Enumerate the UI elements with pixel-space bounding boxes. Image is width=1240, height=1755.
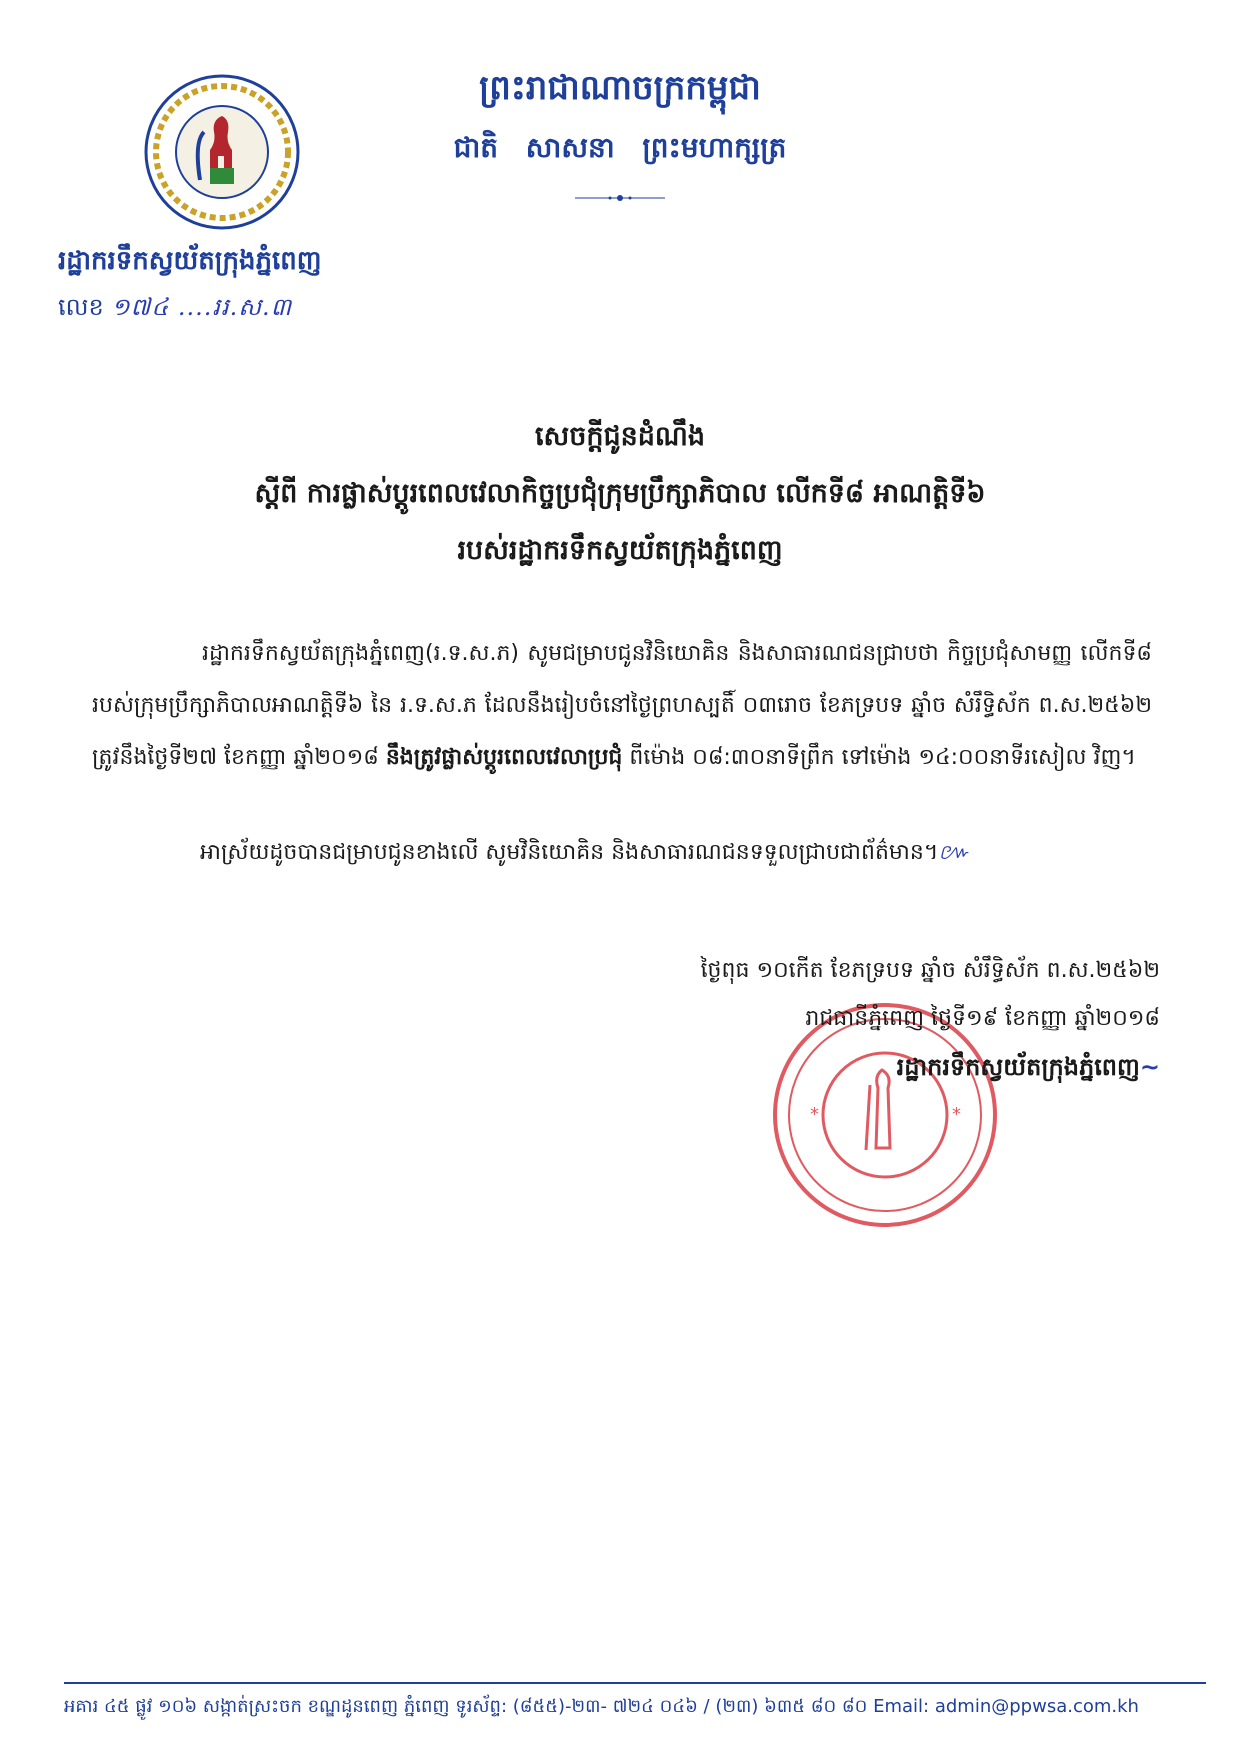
kingdom-header <box>400 66 840 207</box>
signature-mark: ~ <box>1139 1053 1160 1081</box>
ppwsa-logo-icon <box>142 72 302 232</box>
kingdom-name: ព្រះរាជាណាចក្រកម្ពុជា <box>479 68 761 108</box>
notice-body <box>92 628 1152 784</box>
reference-label: លេខ <box>58 293 104 321</box>
footer-address: អគារ ៤៥ ផ្លូវ ១០៦ សង្កាត់ស្រះចក ខណ្ឌដូនពេញ ភ្នំពេញ ទូរស័ព្ទ: (៨៥៥)-២៣- ៧២៤ ០៤៦ / (២៣) ៦៣៥ ៨០ ៨០ Email: admin@ppwsa.com.kh <box>64 1696 1139 1717</box>
divider-ornament-icon <box>575 193 665 203</box>
title-line-2: ស្តីពី ការផ្លាស់ប្តូរពេលវេលាកិច្ចប្រជុំក្រុមប្រឹក្សាភិបាល លើកទី៨ អាណត្តិទី៦ <box>254 478 986 509</box>
body-text-part-1: រដ្ឋាករទឹកស្វយ័តក្រុងភ្នំពេញ(រ.ទ.ស.ភ) សូមជម្រាបជូនវិនិយោគិន និងសាធារណជនជ្រាបថា កិច្ចប្រជុំសាមញ្ញ លើកទី៨ របស់ក្រុមប្រឹក្សាភិបាលអាណត្តិទី៦ នៃ រ.ទ.ស.ភ ដែលនឹងរៀបចំនៅថ្ងៃព្រហស្បតិ៍ ០៣រោច ខែភទ្របទ ឆ្នាំច សំរឹទ្ធិស័ក ព.ស.២៥៦២ ត្រូវនឹងថ្ងៃទី២៧ ខែកញ្ញា ឆ្នាំ២០១៨ <box>92 641 1152 770</box>
svg-text:*: * <box>952 1104 961 1125</box>
signatory <box>560 1052 1160 1087</box>
organization-name: រដ្ឋាករទឹកស្វយ័តក្រុងភ្នំពេញ <box>58 246 322 276</box>
national-motto: ជាតិ សាសនា ព្រះមហាក្សត្រ <box>453 131 787 164</box>
closing-mark: ៚ <box>938 840 970 865</box>
date-signature-block <box>560 956 1160 1087</box>
signatory-name: រដ្ឋាករទឹកស្វយ័តក្រុងភ្នំពេញ <box>896 1053 1140 1081</box>
closing-sentence <box>200 838 1100 870</box>
reference-number <box>58 292 292 327</box>
title-line-3: របស់រដ្ឋាករទឹកស្វយ័តក្រុងភ្នំពេញ <box>457 535 783 566</box>
svg-text:*: * <box>810 1104 819 1125</box>
body-text-part-2: ពីម៉ោង ០៨:៣០នាទីព្រឹក ទៅម៉ោង ១៤:០០នាទីរសៀល វិញ។ <box>629 745 1136 770</box>
closing-text: អាស្រ័យដូចបានជម្រាបជូនខាងលើ សូមវិនិយោគិន និងសាធារណជនទទួលជ្រាបជាព័ត៌មាន។ <box>200 840 939 865</box>
footer-divider <box>64 1682 1206 1684</box>
lunar-date: ថ្ងៃពុធ ១០កើត ខែភទ្របទ ឆ្នាំច សំរឹទ្ធិស័ក ព.ស.២៥៦២ <box>700 958 1160 983</box>
reference-value: ១៧៤ ....ររ.ស.៣ <box>111 293 293 321</box>
title-line-1: សេចក្តីជូនដំណឹង <box>534 421 706 452</box>
body-text-emphasis: នឹងត្រូវផ្លាស់ប្តូរពេលវេលាប្រជុំ <box>385 745 623 770</box>
notice-title <box>100 420 1140 591</box>
solar-date: រាជធានីភ្នំពេញ ថ្ងៃទី១៩ ខែកញ្ញា ឆ្នាំ២០១៨ <box>805 1006 1160 1031</box>
